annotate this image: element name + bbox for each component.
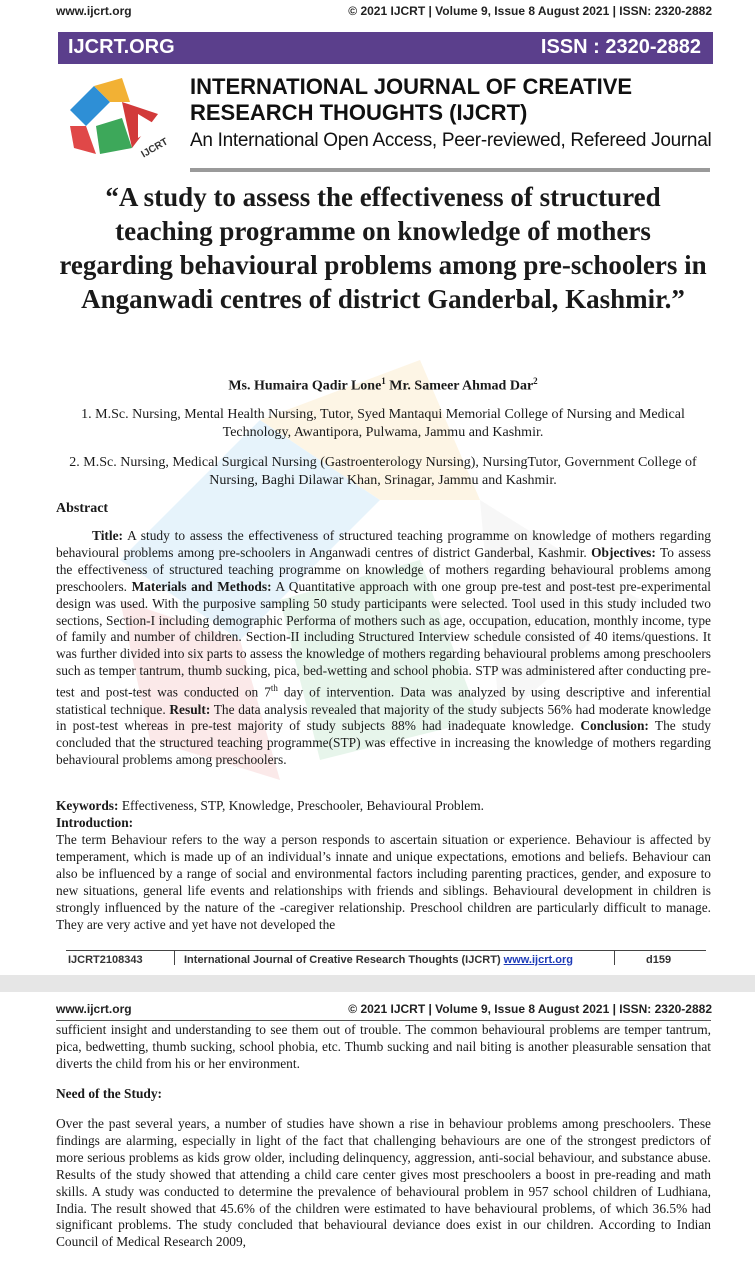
abs-objectives-text: To assess the effectiveness of structured teaching programme on knowledge of mothers regarding behavioural problems among preschoolers. (56, 544, 711, 594)
abs-title-text: A study to assess the effectiveness of structured teaching programme on knowledge of mothers regarding behavioural problems among pre-schoolers in Anganwadi centres of district Ganderbal, Kashmir. (56, 528, 711, 560)
journal-name (190, 74, 632, 126)
introduction-body: The term Behaviour refers to the way a person responds to ascertain situation or experience. Behaviour is affected by temperament, which is made up of an individual’s innate and unique expectations, emotions and beliefs. Behaviour can also be influenced by a range of social and environmental factors including parenting practices, gender, and exposure to new situations, general life events and relationships with friends and siblings. Behavioural development in children is strongly influenced by the nature of the -caregiver relationship. Preschool children are particularly difficult to manage. They are very active and yet have not developed the (56, 832, 711, 932)
footer-site-link[interactable]: www.ijcrt.org (503, 954, 573, 966)
abs-result-text: The data analysis revealed that majority of the study subjects 56% had moderate knowledge in post-test whereas in pre-test majority of study subjects 88% had inadequate knowledge. (56, 701, 711, 734)
keywords-text: Effectiveness, STP, Knowledge, Preschooler, Behavioural Problem. (118, 798, 485, 813)
footer-page-number: d159 (646, 954, 672, 966)
document-page-2 (0, 992, 755, 1280)
author-2-sup: 2 (533, 376, 538, 386)
header-site-2: www.ijcrt.org (56, 1002, 132, 1016)
abs-title-label: Title: (92, 528, 123, 543)
need-heading-text: Need of the Study: (56, 1086, 163, 1101)
footer-paper-id: IJCRT2108343 (68, 954, 143, 966)
journal-name-line2: RESEARCH THOUGHTS (IJCRT) (190, 100, 528, 125)
footer-journal-info (184, 954, 573, 966)
header-site: www.ijcrt.org (56, 4, 132, 18)
paper-title: “A study to assess the effectiveness of structured teaching programme on knowledge of mothers regarding behavioural problems among pre-schoolers in Anganwadi centres of district Ganderbal, Kashmir.” (59, 182, 707, 314)
abs-conclusion-text: The study concluded that the structured teaching programme(STP) was effective in increasing the knowledge of mothers regarding behavioural problems among preschoolers. (56, 718, 711, 768)
header-rule (56, 1020, 711, 1021)
abs-conclusion-label: Conclusion: (580, 718, 649, 734)
abstract-body (56, 528, 711, 769)
page-separator (0, 975, 755, 992)
ijcrt-logo-icon (66, 74, 188, 164)
header-divider (190, 168, 710, 172)
abs-result-label: Result: (169, 701, 211, 717)
continued-paragraph: sufficient insight and understanding to see them out of trouble. The common behavioural problems are temper tantrum, pica, bedwetting, thumb sucking, school phobia, etc. Thumb sucking and nail biting is another pleasurable sensation that diverts the child from his or her environment. (56, 1022, 711, 1071)
svg-text:IJCRT: IJCRT (139, 136, 171, 161)
header-issue-info-2: © 2021 IJCRT | Volume 9, Issue 8 August 2021 | ISSN: 2320-2882 (348, 1002, 712, 1016)
introduction-heading-text: Introduction: (56, 815, 134, 830)
footer-journal-name: International Journal of Creative Research Thoughts (IJCRT) (184, 954, 504, 966)
abs-methods-text-2: day of intervention. Data was analyzed by using descriptive and inferential statistical technique. (56, 684, 711, 717)
abs-objectives-label: Objectives: (591, 544, 656, 560)
header-issue-info: © 2021 IJCRT | Volume 9, Issue 8 August 2021 | ISSN: 2320-2882 (348, 4, 712, 18)
affiliation-2: 2. M.Sc. Nursing, Medical Surgical Nursing (Gastroenterology Nursing), NursingTutor, Government College of Nursing, Baghi Dilawar Khan, Srinagar, Jammu and Kashmir. (69, 455, 697, 488)
introduction-heading (56, 815, 711, 832)
journal-name-line1: INTERNATIONAL JOURNAL OF CREATIVE (190, 74, 633, 99)
abs-methods-text: A Quantitative approach with one group pre-test and post-test pre-experimental design was used. With the purposive sampling 50 study participants were selected. Tool used in this study included two sections, Section-I including demographic Performa of mothers such as age, occupation, education, monthly income, type of family and number of children. Section-II including Structured Interview schedule consisted of 40 items/questions. It was further divided into six parts to assess the knowledge of mothers regarding behavioural problems among preschoolers such as temper tantrum, thumb sucking, pica, bed-wetting and school phobia. STP was administered after conducting pre-test and post-test was conducted on 7 (56, 578, 711, 700)
author-2: Mr. Sameer Ahmad Dar (385, 378, 534, 394)
page-footer (66, 950, 706, 966)
keywords-line (56, 798, 711, 815)
abs-methods-label: Materials and Methods: (131, 578, 272, 594)
need-body: Over the past several years, a number of studies have shown a rise in behaviour problems among preschoolers. These findings are alarming, especially in light of the fact that challenging behaviours are one of the strongest predictors of more serious problems as kids grow older, including delinquency, aggression, anti-social behaviour, and substance abuse. Results of the study showed that attending a child care center gives most preschoolers a boost in pre-reading and math skills. A study was conducted to determine the prevalence of behavioural problem in 957 school children of Ludhiana, India. The result showed that 45.6% of the children were estimated to have behavioural problems, of which 36.5% had significant problems. The study concluded that behavioural deviance does exist in our children. According to Indian Council of Medical Research 2009, (56, 1116, 711, 1250)
abstract-heading: Abstract (56, 501, 109, 516)
affiliation-1: 1. M.Sc. Nursing, Mental Health Nursing, Tutor, Syed Mantaqui Memorial College of Nursing and Medical Technology, Awantipora, Pulwama, Jammu and Kashmir. (81, 407, 685, 440)
keywords-label: Keywords: (56, 798, 119, 813)
banner-issn: ISSN : 2320-2882 (540, 36, 701, 58)
journal-banner (58, 32, 713, 64)
banner-site-name: IJCRT.ORG (68, 36, 175, 58)
author-1: Ms. Humaira Qadir Lone (228, 378, 382, 394)
author-line (58, 376, 708, 395)
abs-methods-sup: th (270, 683, 278, 694)
author-1-sup: 1 (381, 376, 386, 386)
need-heading (56, 1086, 711, 1103)
journal-subtitle: An International Open Access, Peer-reviewed, Refereed Journal (190, 130, 712, 151)
